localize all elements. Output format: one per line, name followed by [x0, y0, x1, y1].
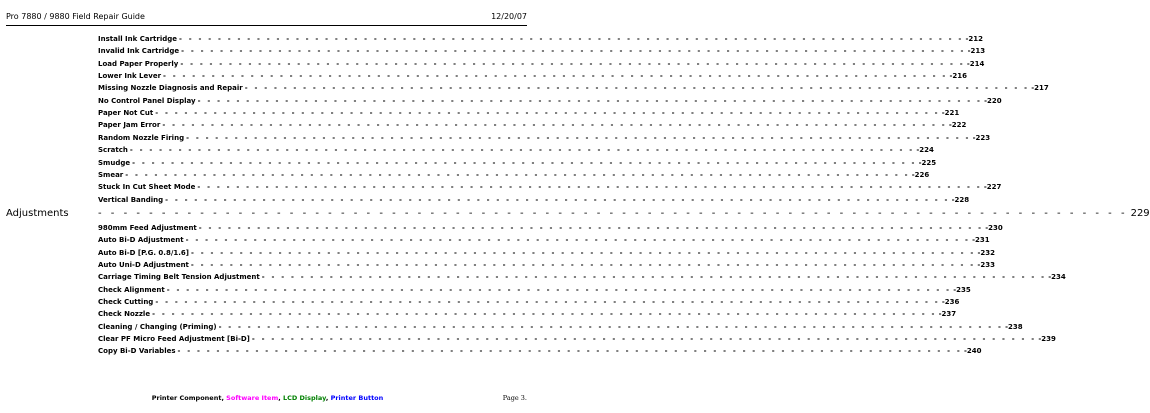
toc-entry-label: Invalid Ink Cartridge	[98, 47, 180, 56]
legend-item: Software Item	[226, 394, 279, 402]
toc-entry-label: 980mm Feed Adjustment	[98, 223, 197, 232]
toc-entry-page: -235	[953, 285, 971, 294]
dot-leader: - - - - - - - - - - - - - - - - - - - - - - - - - - - - - - - - - - - - - - - - - - - - - - - - - - - - - - - - - - - - - - - - - - - - - - - - - - - - - - - - -	[125, 170, 910, 179]
toc-entry[interactable]	[98, 232, 990, 245]
toc-entry-label: Paper Not Cut	[98, 109, 154, 118]
dot-leader: - - - - - - - - - - - - - - - - - - - - - - - - - - - - - - - - - - - - - - - - - - - - - - - - - - - - - - - - - - - - - - - - - - - - - - - - - - - - - - - - -	[165, 195, 950, 204]
toc-entry-label: Check Nozzle	[98, 310, 151, 319]
dot-leader: - - - - - - - - - - - - - - - - - - - - - - - - - - - - - - - - - - - - - - - - - - - - - - - - - - - - - - - - - - - - - - - - - - - - - - - - - - - - - - - - -	[190, 248, 976, 257]
dot-leader: - - - - - - - - - - - - - - - - - - - - - - - - - - - - - - - - - - - - - - - - - - - - - - - - - - - - - - - - - - - - - - - - - - - - - - - - - - - - - - - - -	[186, 133, 971, 142]
toc-entry[interactable]	[98, 142, 934, 155]
toc-entry[interactable]	[98, 130, 991, 142]
dot-leader: - - - - - - - - - - - - - - - - - - - - - - - - - - - - - - - - - - - - - - - - - - - - - - - - - - - - - - - - - - - - - - - - - - - - - - - - - - - - - - - - -	[244, 84, 1030, 93]
toc-entry-label: Check Cutting	[98, 298, 154, 306]
toc-entry[interactable]	[98, 31, 984, 43]
legend-item: ,	[221, 394, 227, 402]
toc-entry-label: Lower Ink Lever	[98, 72, 162, 81]
dot-leader: - - - - - - - - - - - - - - - - - - - - - - - - - - - - - - - - - - - - - - - - - - - - - - - - - - - - - - - - - - - - - - - - - - - - - - - - - - - - - - - - -	[181, 47, 966, 56]
dot-leader: - - - - - - - - - - - - - - - - - - - - - - - - - - - - - - - - - - - - - - - - - - - - - - - - - - - - - - - - - - - - - - - - - - - - - - - - - - - - - - - - -	[152, 310, 937, 319]
toc-entry[interactable]	[98, 167, 930, 179]
toc-entry[interactable]	[98, 68, 968, 81]
toc-entry-page: -226	[911, 170, 930, 179]
toc-entry-label: Auto Uni-D Adjustment	[98, 260, 189, 269]
toc-entry-page: -236	[941, 298, 960, 306]
toc-entry-label: Install Ink Cartridge	[98, 35, 178, 43]
toc-entry-page: -214	[966, 59, 985, 68]
toc-entry-label: Stuck In Cut Sheet Mode	[98, 183, 196, 192]
dot-leader: - - - - - - - - - - - - - - - - - - - - - - - - - - - - - - - - - - - - - - - - - - - - - - - - - - - - - - - - - - - - - - - - - - - - - - - - - - - - - - - - -	[155, 298, 940, 306]
dot-leader: - - - - - - - - - - - - - - - - - - - - - - - - - - - - - - - - - - - - - - - - - - - - - - - - - - - - - - - - - - - - - - - - - - - - - - - - - - - - - - - - -	[185, 236, 971, 245]
toc-entry[interactable]	[98, 155, 937, 167]
dot-leader: - - - - - - - - - - - - - - - - - - - - - - - - - - - - - - - - - - - - - - - - - - - - - - - - - - - - - - - - - - - - - - - - - - - - - - - - - - - - - - - - -	[261, 273, 1047, 282]
toc-entry-page: -238	[1005, 322, 1023, 331]
toc-entry[interactable]	[98, 245, 996, 257]
toc-entry-page: -224	[916, 146, 934, 155]
toc-entry-label: Scratch	[98, 146, 128, 155]
toc-section[interactable]	[6, 205, 1150, 219]
toc-entry[interactable]	[98, 192, 970, 204]
dot-leader: - - - - - - - - - - - - - - - - - - - - - - - - - - - - - - - - - - - - - - - - - - - - - - - - - - - - - - - - - - - - - - - - - - - - - - - - - - - - - - - - -	[155, 109, 940, 118]
dot-leader: - - - - - - - - - - - - - - - - - - - - - - - - - - - - - - - - - - - - - - - - - - - - - - - - - - - - - - - - - - - - - - - - - - - - - - - - - - - - - - - - -	[179, 35, 964, 43]
page-number: Page 3.	[502, 394, 527, 402]
toc-entry[interactable]	[98, 282, 971, 294]
toc-entry-label: Clear PF Micro Feed Adjustment [Bi-D]	[98, 335, 250, 344]
toc-entry-page: -221	[941, 109, 960, 118]
toc-entry-page: -225	[918, 158, 937, 167]
color-legend	[0, 394, 535, 402]
toc-entry-label: Copy Bi-D Variables	[98, 347, 176, 356]
toc-entry-label: Smear	[98, 170, 124, 179]
legend-item: Printer Component	[151, 394, 222, 402]
toc-entry-label: Auto Bi-D Adjustment	[98, 236, 184, 245]
toc-entry-page: -227	[983, 183, 1002, 192]
toc-entry[interactable]	[98, 43, 986, 56]
toc-entry-page: -222	[948, 121, 967, 130]
document-date: 12/20/07	[491, 12, 527, 21]
toc-entry[interactable]	[98, 105, 960, 118]
toc-entry[interactable]	[98, 179, 1002, 192]
toc-entry[interactable]	[98, 93, 1002, 105]
toc-entry-page: -232	[977, 248, 996, 257]
toc-entry[interactable]	[98, 306, 957, 319]
toc-section-label: Adjustments	[6, 207, 69, 219]
legend-item: ,	[278, 394, 283, 402]
toc-entry[interactable]	[98, 56, 985, 68]
dot-leader: - - - - - - - - - - - - - - - - - - - - - - - - - - - - - - - - - - - - - - - - - - - - - - - - - - - - - - - - - - - - - - - - - - - - - - - - - - - - - - - - -	[163, 72, 948, 81]
toc-entry[interactable]	[98, 294, 960, 306]
toc-entry-page: -239	[1038, 335, 1056, 344]
document-title: Pro 7880 / 9880 Field Repair Guide	[6, 12, 145, 21]
toc-entry-page: -220	[984, 96, 1002, 105]
toc-entry-page: -240	[964, 347, 982, 356]
toc-entry[interactable]	[98, 117, 967, 130]
dot-leader: - - - - - - - - - - - - - - - - - - - - - - - - - - - - - - - - - - - - - - - - - - - - - - - - - - - - - - - - - - - - - - - - - - - - - - - - - - - - - - - - -	[129, 146, 915, 155]
dot-leader: - - - - - - - - - - - - - - - - - - - - - - - - - - - - - - - - - - - - - - - - - - - - - - - - - - - - - - - - - - - - - - - - - - - - - - - - - - - - - - - - -	[162, 121, 947, 130]
dot-leader: - - - - - - - - - - - - - - - - - - - - - - - - - - - - - - - - - - - - - - - - - - - - - - - - - - - - - - - - - - - - - - - - - - - - - - - - - - - - - - - - -	[218, 322, 1004, 331]
dot-leader: - - - - - - - - - - - - - - - - - - - - - - - - - - - - - - - - - - - - - - - - - - - - - - - - - - - - - - - - - - - - - - - - - - - - - - - - - - - - - - - - -	[197, 96, 983, 105]
dot-leader: - - - - - - - - - - - - - - - - - - - - - - - - - - - - - - - - - - - - - - - - - - - - - - - - - - - - - - - - - - - - - - - - - - - - - - - - - - - - - - - - -	[251, 335, 1037, 344]
toc-entry-label: Load Paper Properly	[98, 59, 179, 68]
toc-entry-page: -233	[977, 260, 995, 269]
page-footer	[0, 394, 535, 404]
page-header	[6, 12, 527, 26]
toc-entry[interactable]	[98, 319, 1023, 331]
toc-entry[interactable]	[98, 331, 1056, 344]
toc-entry[interactable]	[98, 257, 995, 269]
toc-entry-label: Random Nozzle Firing	[98, 133, 185, 142]
dot-leader: - - - - - - - - - - - - - - - - - - - - - - - - - - - - - - - - - - - - - - - - - - - - - - - - - - - - - - - - - - - - - - - - - - - - - - - - - - - - - - - - -	[166, 285, 952, 294]
toc-entry-page: -228	[951, 195, 970, 204]
toc-entry-label: No Control Panel Display	[98, 96, 196, 105]
legend-item: Printer Button	[330, 394, 384, 402]
toc-entry-label: Cleaning / Changing (Priming)	[98, 322, 217, 331]
toc-entry[interactable]	[98, 343, 982, 356]
toc-entry-label: Paper Jam Error	[98, 121, 161, 130]
dot-leader: - - - - - - - - - - - - - - - - - - - - - - - - - - - - - - - - - - - - - - - - - - - - - - - - - - - - - - - - - - - - - - - - - - - - - - - - - - - - - - - - -	[197, 183, 982, 192]
toc-entry-page: -231	[972, 236, 990, 245]
dot-leader: - - - - - - - - - - - - - - - - - - - - - - - - - - - - - - - - - - - - - - - - - - - - - - - - - - - - - - - - - - - - - - - - - - - - - - - - - - - - - - - - -	[180, 59, 965, 68]
toc-section-page: 229	[1130, 207, 1150, 219]
toc-entry-page: -217	[1031, 84, 1049, 93]
toc-entry-page: -216	[949, 72, 968, 81]
toc-entry-label: Check Alignment	[98, 285, 165, 294]
toc-entry-page: -213	[967, 47, 986, 56]
toc-entry[interactable]	[98, 220, 1003, 232]
toc-entry-label: Auto Bi-D [P.G. 0.8/1.6]	[98, 248, 189, 257]
toc-entry-label: Vertical Banding	[98, 195, 164, 204]
legend-item: LCD Display	[282, 394, 326, 402]
legend-item: ,	[325, 394, 331, 402]
toc-entry-page: -234	[1048, 273, 1066, 282]
toc-entry-page: -212	[965, 35, 984, 43]
dot-leader: - - - - - - - - - - - - - - - - - - - - - - - - - - - - - - - - - - - - - - - - - - - - - - - - - - - - - - - - - - - - - - - - - - - - - - - - - - - - - - - - -	[198, 223, 984, 232]
toc-entry-page: -237	[938, 310, 957, 319]
dot-leader: - - - - - - - - - - - - - - - - - - - - - - - - - - - - - - - - - - - - - - - - - - - - - - - - - - - - - - - - - - - - - - - - - - - - - - - - - - - - - - - - -	[190, 260, 976, 269]
dot-leader: - - - - - - - - - - - - - - - - - - - - - - - - - - - - - - - - - - - - - - - - - - - - - - - - - - - - - - - - - - - - - - - - - - - - - - - - - - - - - - - - -	[177, 347, 963, 356]
header-divider	[6, 25, 527, 26]
toc-entry-page: -230	[985, 223, 1003, 232]
dot-leader: - - - - - - - - - - - - - - - - - - - - - - - - - - - - - - - - - - - - - - - - - - - - - - - - - - - - - - - - - - - - - - - - - - - - - - - - - - - - - - - - -	[132, 158, 917, 167]
toc-entry-page: -223	[972, 133, 991, 142]
toc-entry-label: Missing Nozzle Diagnosis and Repair	[98, 84, 243, 93]
toc-entry-label: Smudge	[98, 158, 131, 167]
toc-entry[interactable]	[98, 269, 1066, 282]
dot-leader: - - - - - - - - - - - - - - - - - - - - - - - - - - - - - - - - - - - - - - - - - - - - - - - - - - - - - - - - - - - - - - - - - - - - - - - - - - - - - - - - -	[98, 207, 1128, 219]
toc-entry[interactable]	[98, 80, 1049, 93]
toc-entry-label: Carriage Timing Belt Tension Adjustment	[98, 273, 260, 282]
